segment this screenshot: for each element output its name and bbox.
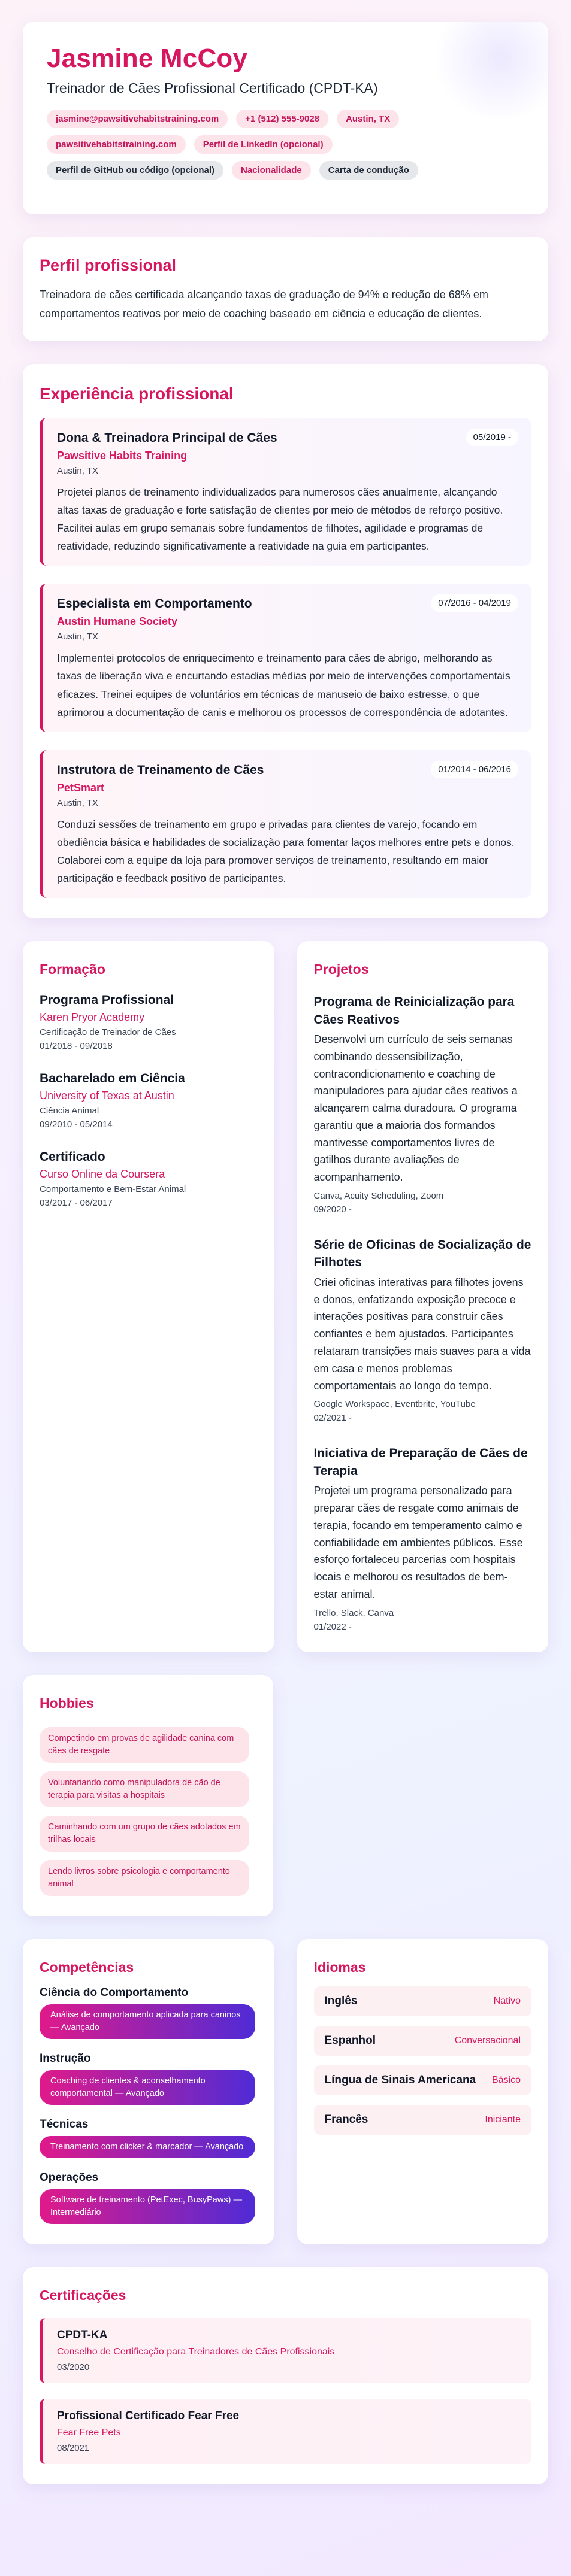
languages-card [297,1939,549,2244]
experience-company: Austin Humane Society [57,615,178,628]
education-degree: Bacharelado em Ciência [40,1072,185,1086]
skill-category: Operações [40,2171,99,2184]
profile-title: Perfil profissional [40,256,177,274]
hobby-item: Lendo livros sobre psicologia e comportamento animal [40,1860,249,1896]
language-level: Conversacional [454,2035,521,2046]
experience-card [23,364,548,918]
projects-card [297,941,549,1652]
skill-pill: Análise de comportamento aplicada para caninos — Avançado [40,2004,255,2039]
education-dates: 01/2018 - 09/2018 [40,1041,113,1052]
education-field: Certificação de Treinador de Cães [40,1027,176,1038]
website-chip[interactable]: pawsitivehabitstraining.com [47,135,186,154]
project-item [314,1445,532,1631]
experience-date: 01/2014 - 06/2016 [431,761,518,778]
language-name: Francês [324,2113,368,2126]
experience-company: PetSmart [57,781,105,794]
skill-category: Instrução [40,2052,91,2065]
experience-item [40,418,531,566]
language-level: Nativo [493,1995,521,2006]
experience-title: Experiência profissional [40,384,234,403]
certifications-title: Certificações [40,2287,126,2304]
education-degree: Certificado [40,1150,105,1164]
email-chip[interactable]: jasmine@pawsitivehabitstraining.com [47,110,228,128]
profile-card [23,237,548,341]
language-row [314,1986,532,2016]
language-row [314,2065,532,2095]
experience-location: Austin, TX [57,797,98,808]
skill-pill: Software de treinamento (PetExec, BusyPaws) — Intermediário [40,2189,255,2224]
hobbies-row [23,1675,548,1916]
experience-role: Instrutora de Treinamento de Cães [57,763,264,777]
skill-group [40,2052,258,2105]
profile-text: Treinadora de cães certificada alcançando taxas de graduação de 94% e redução de 68% em comportamentos reativos por meio de coaching baseado em ciência e educação de clientes. [40,289,488,320]
project-date: 02/2021 - [313,1413,352,1424]
experience-description: Projetei planos de treinamento individualizados para numerosos cães anualmente, alcançando altas taxas de graduação e forte satisfação de clientes por meio de métodos de reforço positivo. Facilitei aulas em grupo semanais sobre fundamentos de filhotes, agilidade e programas de reatividade, reduzindo significativamente a reatividade na guia em participantes. [57,486,503,553]
education-dates: 03/2017 - 06/2017 [40,1198,113,1209]
experience-location: Austin, TX [57,466,98,476]
certification-item [40,2318,531,2383]
education-degree: Programa Profissional [40,993,174,1008]
project-title: Série de Oficinas de Socialização de Filhotes [313,1238,531,1270]
contact-chips [47,110,502,180]
skill-pill: Coaching de clientes & aconselhamento comportamental — Avançado [40,2070,255,2105]
project-title: Iniciativa de Preparação de Cães de Terapia [313,1446,528,1478]
skill-group [40,2171,258,2224]
language-row [314,2105,532,2135]
experience-date: 07/2016 - 04/2019 [431,594,518,612]
experience-item [40,584,531,732]
skill-group [40,1986,258,2039]
project-tech: Canva, Acuity Scheduling, Zoom [313,1191,444,1201]
education-field: Ciência Animal [40,1106,99,1116]
github-chip[interactable]: Perfil de GitHub ou código (opcional) [47,161,223,180]
phone-chip[interactable]: +1 (512) 555-9028 [236,110,328,128]
certification-date: 08/2021 [57,2443,90,2454]
experience-role: Especialista em Comportamento [57,597,252,611]
hobby-item: Caminhando com um grupo de cães adotados em trilhas locais [40,1816,249,1852]
location-chip: Austin, TX [337,110,399,128]
certification-date: 03/2020 [57,2362,90,2373]
project-item [314,1236,532,1423]
project-tech: Google Workspace, Eventbrite, YouTube [313,1399,476,1410]
languages-title: Idiomas [313,1959,366,1975]
certification-item [40,2399,531,2464]
certification-org: Conselho de Certificação para Treinadores de Cães Profissionais [57,2347,335,2357]
skills-card [23,1939,274,2244]
experience-location: Austin, TX [57,632,98,642]
experience-company: Pawsitive Habits Training [57,450,188,462]
project-item [314,993,532,1215]
skills-languages-row [23,1939,548,2244]
license-chip: Carta de condução [319,161,418,180]
language-name: Inglês [324,1994,358,2007]
hobbies-title: Hobbies [40,1695,94,1711]
language-level: Básico [491,2074,521,2085]
skill-category: Técnicas [40,2117,89,2131]
education-institution: University of Texas at Austin [40,1090,174,1102]
education-item [40,993,258,1051]
education-projects-row [23,941,548,1652]
linkedin-chip[interactable]: Perfil de LinkedIn (opcional) [194,135,333,154]
experience-description: Conduzi sessões de treinamento em grupo e privadas para clientes de varejo, focando em obediência básica e habilidades de socialização para fomentar laços melhores entre pets e donos. Colaborei com a equipe da loja para promover serviços de treinamento, resultando em maior participação e feedback positivo de participantes. [57,818,515,885]
project-description: Projetei um programa personalizado para preparar cães de resgate como animais de terapia, focando em temperamento calmo e confiabilidade em ambientes públicos. Esse esforço fortaleceu parcerias com hospitais locais e melhorou os resultados de bem-estar animal. [313,1485,523,1600]
education-field: Comportamento e Bem-Estar Animal [40,1184,186,1195]
skills-title: Competências [40,1959,134,1975]
language-name: Espanhol [324,2034,376,2047]
hobby-item: Competindo em provas de agilidade canina com cães de resgate [40,1727,249,1763]
education-institution: Curso Online da Coursera [40,1168,165,1181]
language-name: Língua de Sinais Americana [324,2073,476,2086]
certification-name: CPDT-KA [57,2329,108,2342]
hobbies-card [23,1675,273,1916]
projects-title: Projetos [313,961,369,978]
experience-item [40,750,531,898]
certifications-card [23,2267,548,2484]
skill-pill: Treinamento com clicker & marcador — Avançado [40,2136,255,2158]
project-date: 01/2022 - [313,1621,352,1632]
experience-date: 05/2019 - [466,429,518,446]
nationality-chip: Nacionalidade [232,161,311,180]
project-description: Desenvolvi um currículo de seis semanas combinando dessensibilização, contracondicionamento e coaching de manipuladores para ajudar cães reativos a alcançarem calma duradoura. O programa garantiu que a maioria dos formandos mantivesse comportamentos livres de gatilhos durante avaliações de acompanhamento. [313,1033,518,1184]
skill-group [40,2118,258,2158]
education-institution: Karen Pryor Academy [40,1011,145,1024]
project-title: Programa de Reinicialização para Cães Reativos [313,995,515,1027]
skill-category: Ciência do Comportamento [40,1986,189,1999]
education-card [23,941,274,1652]
project-tech: Trello, Slack, Canva [313,1607,394,1618]
experience-description: Implementei protocolos de enriquecimento e treinamento para cães de abrigo, melhorando as taxas de liberação viva e encurtando estadias médias por meio de intervenções comportamentais eficazes. Treinei equipes de voluntários em técnicas de manuseio de baixo estresse, o que aprimorou a documentação de canis e melhorou os processos de correspondência de adotantes. [57,652,510,718]
project-description: Criei oficinas interativas para filhotes jovens e donos, enfatizando exposição precoce e interações positivas para construir cães confiantes e bem ajustados. Participantes relataram transições mais suaves para a vida em casa e menos problemas comportamentais ao longo do tempo. [313,1276,531,1392]
education-item [40,1072,258,1130]
candidate-name: Jasmine McCoy [47,44,248,73]
education-dates: 09/2010 - 05/2014 [40,1119,113,1130]
candidate-tagline: Treinador de Cães Profissional Certificado (CPDT-KA) [47,80,378,96]
certification-org: Fear Free Pets [57,2428,121,2438]
header-card [23,22,548,214]
language-level: Iniciante [485,2114,521,2125]
education-title: Formação [40,961,105,978]
certification-name: Profissional Certificado Fear Free [57,2410,240,2423]
education-item [40,1150,258,1208]
experience-role: Dona & Treinadora Principal de Cães [57,431,277,445]
project-date: 09/2020 - [313,1204,352,1215]
hobby-item: Voluntariando como manipuladora de cão de terapia para visitas a hospitais [40,1771,249,1807]
language-row [314,2026,532,2056]
